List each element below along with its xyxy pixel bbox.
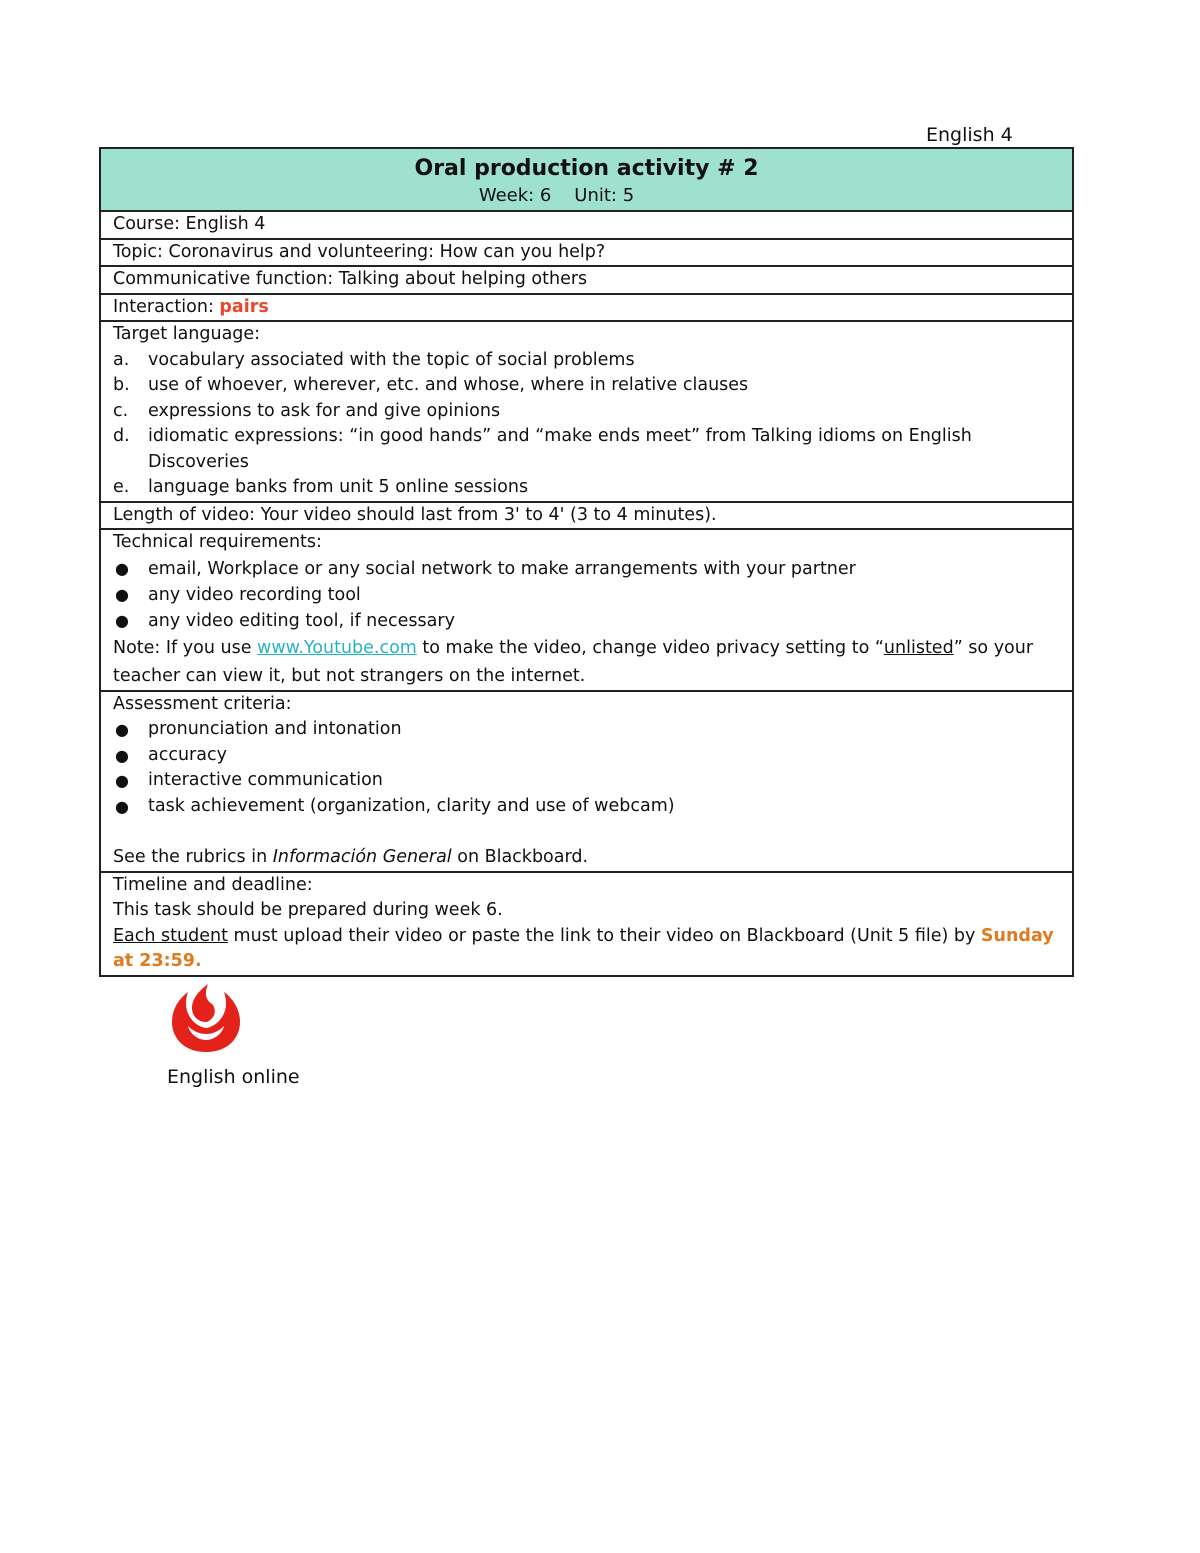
list-item: ● task achievement (organization, clarity and use of webcam) <box>113 794 1060 820</box>
list-item: ● interactive communication <box>113 768 1060 794</box>
assessment-heading: Assessment criteria: <box>113 693 292 714</box>
list-marker: b. <box>113 375 130 395</box>
deadline-text: Sunday at 23:59. <box>113 925 1054 971</box>
week-label: Week: 6 <box>478 185 552 206</box>
bullet-icon: ● <box>115 796 129 816</box>
timeline-week: This task should be prepared during week 6. <box>113 900 503 920</box>
video-length-row: Length of video: Your video should last from 3' to 4' (3 to 4 minutes). <box>101 503 1072 531</box>
rubrics-location: Información General <box>272 847 452 867</box>
list-item: ● any video editing tool, if necessary <box>113 608 1060 634</box>
rubrics-note: See the rubrics in Información General on Blackboard. <box>113 847 589 867</box>
function-row: Communicative function: Talking about helping others <box>101 267 1072 295</box>
bullet-icon: ● <box>115 745 129 765</box>
bullet-icon: ● <box>115 771 129 790</box>
list-item: c. expressions to ask for and give opinions <box>113 399 1060 425</box>
list-item: a. vocabulary associated with the topic of social problems <box>113 348 1060 374</box>
youtube-link[interactable]: www.Youtube.com <box>257 637 417 658</box>
upload-instruction: Each student must upload their video or paste the link to their video on Blackboard (Unit 5 file) by Sunday at 23:59. <box>113 925 1054 971</box>
assessment-list <box>113 717 1060 819</box>
technical-requirements-row <box>101 530 1072 692</box>
course-row: Course: English 4 <box>101 212 1072 240</box>
technical-heading: Technical requirements: <box>113 532 322 552</box>
list-item: ● accuracy <box>113 743 1060 769</box>
unit-label: Unit: 5 <box>574 185 635 206</box>
activity-table <box>99 147 1074 977</box>
upc-flame-logo-icon <box>170 982 242 1058</box>
target-language-list <box>113 348 1060 501</box>
interaction-label: Interaction: <box>113 296 220 317</box>
list-marker: c. <box>113 400 129 421</box>
bullet-icon: ● <box>115 558 129 578</box>
assessment-criteria-row <box>101 692 1072 873</box>
course-header-label: English 4 <box>926 124 1013 146</box>
list-item: ● any video recording tool <box>113 582 1060 608</box>
topic-row: Topic: Coronavirus and volunteering: How can you help? <box>101 240 1072 268</box>
list-marker: e. <box>113 477 130 497</box>
list-item: b. use of whoever, wherever, etc. and whose, where in relative clauses <box>113 373 1060 399</box>
list-marker: d. <box>113 426 130 446</box>
bullet-icon: ● <box>115 584 129 604</box>
list-item: ● email, Workplace or any social network to make arrangements with your partner <box>113 556 1060 582</box>
youtube-note: Note: If you use www.Youtube.com to make the video, change video privacy setting to “unlisted” so your teacher can view it, but not strangers on the internet. <box>113 637 1034 686</box>
technical-list <box>113 556 1060 634</box>
interaction-row <box>101 295 1072 323</box>
list-item: ● pronunciation and intonation <box>113 717 1060 743</box>
week-unit-line <box>101 184 1072 208</box>
timeline-row <box>101 873 1072 975</box>
target-language-row <box>101 322 1072 503</box>
activity-title: Oral production activity # 2 <box>414 156 759 181</box>
unlisted-text: unlisted <box>883 637 954 658</box>
interaction-value: pairs <box>219 296 269 317</box>
timeline-heading: Timeline and deadline: <box>113 874 313 895</box>
list-marker: a. <box>113 349 130 370</box>
each-student-text: Each student <box>113 925 228 946</box>
list-item: e. language banks from unit 5 online sessions <box>113 475 1060 501</box>
list-item: d. idiomatic expressions: “in good hands” and “make ends meet” from Talking idioms on English Discoveries <box>113 426 972 472</box>
bullet-icon: ● <box>115 610 129 630</box>
target-language-heading: Target language: <box>113 324 261 344</box>
logo-caption: English online <box>167 1066 300 1088</box>
title-block <box>101 149 1072 212</box>
bullet-icon: ● <box>115 720 129 739</box>
